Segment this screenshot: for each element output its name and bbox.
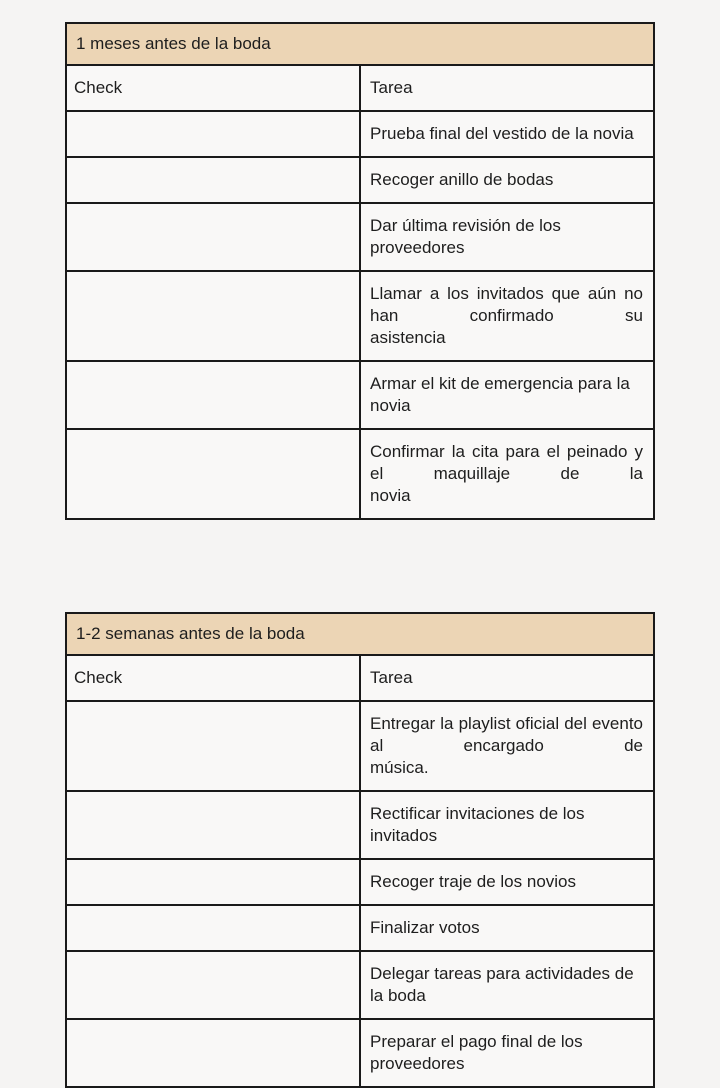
column-header-task: Tarea	[360, 655, 654, 701]
task-label: Prueba final del vestido de la novia	[360, 111, 654, 157]
table-row	[66, 951, 654, 1019]
task-label	[360, 429, 654, 519]
task-line-2: novia	[370, 486, 411, 505]
column-header-row	[66, 655, 654, 701]
section-title: 1 meses antes de la boda	[66, 23, 654, 65]
task-line-1: Llamar a los invitados que aún no han confirmado su	[370, 284, 643, 325]
check-cell[interactable]	[66, 701, 360, 791]
check-cell[interactable]	[66, 111, 360, 157]
table-row	[66, 157, 654, 203]
table-row	[66, 361, 654, 429]
check-cell[interactable]	[66, 203, 360, 271]
table-row	[66, 429, 654, 519]
task-label: Finalizar votos	[360, 905, 654, 951]
task-label: Rectificar invitaciones de los invitados	[360, 791, 654, 859]
check-cell[interactable]	[66, 859, 360, 905]
column-header-row	[66, 65, 654, 111]
check-cell[interactable]	[66, 361, 360, 429]
table-row	[66, 791, 654, 859]
table-row	[66, 905, 654, 951]
check-cell[interactable]	[66, 905, 360, 951]
task-label: Recoger anillo de bodas	[360, 157, 654, 203]
check-cell[interactable]	[66, 429, 360, 519]
title-row	[66, 23, 654, 65]
column-header-task: Tarea	[360, 65, 654, 111]
task-line-2: música.	[370, 758, 429, 777]
task-label	[360, 271, 654, 361]
check-cell[interactable]	[66, 951, 360, 1019]
task-label	[360, 701, 654, 791]
column-header-check: Check	[66, 65, 360, 111]
section-title: 1-2 semanas antes de la boda	[66, 613, 654, 655]
table-row	[66, 701, 654, 791]
task-label: Preparar el pago final de los proveedores	[360, 1019, 654, 1087]
check-cell[interactable]	[66, 791, 360, 859]
checklist-table-month-before	[65, 22, 655, 520]
check-cell[interactable]	[66, 157, 360, 203]
task-label: Armar el kit de emergencia para la novia	[360, 361, 654, 429]
task-label: Recoger traje de los novios	[360, 859, 654, 905]
title-row	[66, 613, 654, 655]
task-line-1: Confirmar la cita para el peinado y el maquillaje de la	[370, 442, 643, 483]
checklist-table-weeks-before	[65, 612, 655, 1088]
check-cell[interactable]	[66, 271, 360, 361]
task-line-2: asistencia	[370, 328, 446, 347]
task-label: Dar última revisión de los proveedores	[360, 203, 654, 271]
table-row	[66, 859, 654, 905]
check-cell[interactable]	[66, 1019, 360, 1087]
table-row	[66, 111, 654, 157]
task-label: Delegar tareas para actividades de la boda	[360, 951, 654, 1019]
table-row	[66, 271, 654, 361]
column-header-check: Check	[66, 655, 360, 701]
table-row	[66, 1019, 654, 1087]
table-row	[66, 203, 654, 271]
task-line-1: Entregar la playlist oficial del evento al encargado de	[370, 714, 643, 755]
